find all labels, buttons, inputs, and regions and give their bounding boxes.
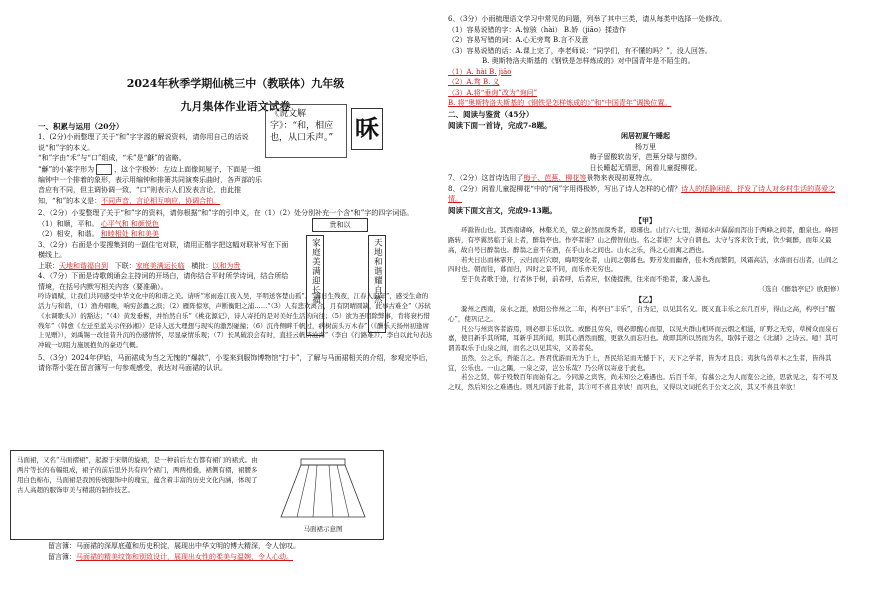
- couplet-illustration: [300, 218, 400, 338]
- skirt-caption: 马面裙示意图: [303, 524, 343, 533]
- q4-body: 吟诗诵赋，让我们共同感受中华文化中的和谐之美。请听“寒雨连江夜入吴，平明送客楚山孤”、“海日生残夜，江春入旧年”，感受生命的活力与和谐，（1）渔舟唱晚，响穷彭蠡之滨；（2）雁阵惊寒，声断衡阳之浦……“（3）人有悲欢离合，月有阴晴圆缺，此事古难全”（苏轼《水调歌头》）的豁达；“（4）黄发垂髫，并怡然自乐”《桃花源记》，诗人寄托的是对美好生活的向往；（5）欲为圣明除弊事，肯将衰朽惜残年”（韩愈《左迁至蓝关示侄孙湘》）是诗人远大理想与现实的激烈碰撞；（6）沉舟侧畔千帆过，病树前头万木春”（《酬乐天扬州初逢席上见赠》），刘禹锡一改往昔升沉的伤感情怀，尽显豪情乐观；（7）长风破浪会有时，直挂云帆济沧海”（李白《行路难》），李白以此句表达冲破一切阻力施展抱负的豪迈气概。: [38, 292, 433, 349]
- msg1-label: 留言簿：: [48, 542, 76, 550]
- couplet-head: 贵和以: [312, 218, 368, 232]
- q3-upper: 天地和谐福自到: [59, 261, 108, 270]
- jia-text: 环滁皆山也。其西南诸峰，林壑尤美，望之蔚然而深秀者，琅琊也。山行六七里，渐闻水声潺潺而泻出于两峰之间者，酿泉也。峰回路转，有亭翼然临于泉上者，醉翁亭也。作亭者谁？山之僧智仙也。名之者谁？太守自谓也。太守与客来饮于此，饮少辄醉，而年又最高，故自号曰醉翁也。醉翁之意不在酒，在乎山水之间也。山水之乐，得之心而寓之酒也。: [448, 226, 838, 254]
- q1-body2: “龢”的小篆字形为: [38, 165, 95, 174]
- jia-label: 【甲】: [635, 215, 656, 225]
- q3-hor: 以和为贵: [212, 261, 241, 270]
- q6-item3b: B. 奥斯特洛夫斯基的《钢铁是怎样炼成的》对中国青年是不陌生的。: [482, 57, 695, 65]
- section2-heading: 二、阅读与鉴赏（45分）: [448, 109, 534, 119]
- q7-rest: 景物来表现初夏特点。: [586, 174, 657, 182]
- guestbook: [48, 541, 438, 562]
- couplet-right: 天地和谐耀自然: [368, 235, 386, 333]
- exam-title-line2: 九月集体作业语文试卷: [180, 99, 291, 113]
- q4-intro: 4、（7分）下面是诗歌朗诵会主持词的开场白，请你结合平时所学诗词，结合所给情境，在括号内默写相关内容（要准确）。: [38, 272, 289, 291]
- poem-author: 杨万里: [635, 142, 656, 151]
- msg1-text: 马面裙的深厚底蕴和历史积淀，展现出中华文明的博大精深，令人惊叹。: [76, 542, 300, 550]
- q7-text: 7、（2分）这首诗选用了: [448, 174, 524, 182]
- q2-item1-label: （1）和顺，平和。: [38, 219, 99, 228]
- yi-label: 【乙】: [635, 294, 656, 304]
- q3-upper-label: 上联：: [38, 261, 59, 270]
- jia-source: （选自《醉翁亭记》欧阳修）: [758, 284, 843, 293]
- skirt-note-text: 马面裙，又名“马面褶裙”，起源于宋朝的旋裙，是一种前后左右都有裙门的裙式。由两片等长的布幅组成，裙子的前后里外共有四个裙门，两两相叠，裙侧有褶，裙腰多用白色棉布，马面裙是我国传统服饰中的瑰宝，蕴含着丰富的历史文化内涵，体现了古人高超的服饰审美与精湛的制作技艺。: [17, 456, 258, 495]
- seal-glyph: 咊: [351, 108, 383, 150]
- seal-illustration: [265, 104, 383, 158]
- skirt-illustration: [273, 457, 373, 531]
- exam-title-line1: 2024年秋季学期仙桃三中（教联体）九年级: [126, 77, 345, 90]
- q2-item2-label: （2）相安，和谐。: [38, 230, 99, 239]
- yi-text: 滁州之西南，泉水之涯，欧阳公作州之二年，构亭曰“丰乐”，自为记，以见其名义。既又直丰乐之东几百步，得山之高，构亭曰“醒心”，使巩记之。: [448, 305, 835, 323]
- q7-answer: 梅子、芭蕉、柳花等: [523, 174, 587, 182]
- q6-intro: 6、（3分）小雨梳理语文学习中常见的问题，列举了其中三类，请从每类中选择一处修改。: [448, 15, 727, 23]
- yi-text4: 若公之贤，韩子殁数百年而始有之。今同游之宾客，尚未知公之难遇也。后百千年，有慕公之为人而览公之迹，思欲见之，有不可及之叹，然后知公之难遇也。则凡同游于此者，其③可不喜且幸欤！而巩也，又得以文词托名于公文之次，其又不喜且幸欤！: [448, 373, 838, 391]
- msg2-answer: 马面裙的精美纹饰和别致设计，展现出女性的柔美与温婉，令人心动。: [76, 552, 293, 561]
- seal-text: 《说文解字》：“和，相应也，从口禾声。”: [265, 104, 347, 158]
- q5-intro: 5、（3分）2024年伊始，马面裙成为当之无愧的“爆款”，小雯来到服饰博物馆“打卡”，了解与马面裙相关的介绍，参观完毕后，请你帮小雯在留言簿写一句参观感受，表达对马面裙的认识。: [38, 353, 433, 373]
- q8: [448, 184, 843, 205]
- q2-intro: 2、（2分）小雯整理了关于“和”字的资料，请你根据“和”字的引申义，在（1）（2）处分别补充一个含“和”字的四字词语。: [38, 209, 414, 218]
- q7: [448, 173, 843, 184]
- q6-item2: （2）容易写错的词：A.心无旁骛 B.言不及意: [448, 36, 589, 44]
- right-column: [448, 14, 843, 393]
- q3-lower: 家庭美满运长临: [135, 261, 185, 270]
- read1-intro: 阅读下面一首诗，完成7-8题。: [448, 120, 552, 130]
- q3-intro: 3、（2分）右面是小雯搜集到的一副住宅对联，请用正楷字把这幅对联补写在下面横线上。: [38, 240, 289, 260]
- yi-text3: 虽然，公之乐，吾能言之。吾君优游而无为于上，吾民给足而无憾于下，天下之学者，皆为才且良；夷狄鸟兽草木之生者，皆得其宜，公乐也。一山之隅，一泉之旁，岂公乐哉？乃公所以寄意于此也。: [448, 353, 832, 372]
- couplet-left: 家庭美满迎长福: [306, 235, 324, 336]
- q6-ans2: （2）A.骛 B. 义: [448, 78, 500, 86]
- poem-line2: 日长睡起无情思，闲看儿童捉柳花。: [589, 163, 702, 172]
- q6-ans1: （1）A. hài B. jiāo: [448, 67, 512, 76]
- q3-hor-label: 横批：: [191, 261, 213, 270]
- q6-ans4: B. 将“奥斯特洛夫斯基的《钢铁是怎样炼成的》”和“中国青年”调换位置。: [448, 99, 672, 107]
- jia-text3: 至于负者歌于途，行者休于树，前者呼，后者应，伛偻提携，往来而不绝者，滁人游也。: [461, 275, 715, 283]
- yi-text2: 凡公与州宾客者游焉，则必即丰乐以饮。或醉且劳矣，则必即醒心而望，以见夫群山相环而云烟之相滋，旷野之无穷，草树众而泉石嘉，使目新乎其所睹，耳新乎其所闻，则其心洒然而醒，更欲久而忘归也。故即其所以然而为名，取韩子退之《北湖》之诗云。噫！其可谓善取乐于山泉之间，而名之以见其实，又善者矣。: [448, 324, 838, 352]
- q1-body1: “和”字由“禾”与“口”组成，“禾”是“龢”的省略。: [38, 154, 186, 163]
- skirt-note-box: [10, 450, 384, 540]
- q6-ans3: （3）A.将“垂询”改为“询问”: [448, 88, 538, 97]
- q8-text: 8、（2分）闲看儿童捉柳花“中的“闲”字用得极妙，写出了诗人怎样的心情？: [448, 184, 682, 193]
- jia-text2: 若夫日出而林霏开，云归而岩穴暝，晦明变化者，山间之朝暮也。野芳发而幽香，佳木秀而繁阴，风霜高洁，水落而石出者，山间之四时也。朝而往，暮而归，四时之景不同，而乐亦无穷也。: [448, 255, 838, 274]
- q6-item3a: （3）容易说错的话：A.课上完了，李老师说：“同学们，有不懂的吗？”，没人回答。: [448, 46, 712, 55]
- q1-intro: 1、(2分)小雨整理了关于“和”字字源的解说资料，请你用自己的话说说“和”字的本义。: [38, 133, 249, 152]
- q6-item1: （1）容易说错的字：A.惊骇（hài） B.娇（jiāo）揉造作: [448, 25, 627, 34]
- read2-intro: 阅读下面文言文，完成9-13题。: [448, 205, 557, 215]
- q2-item1-answer: 心平气和 和颜悦色: [100, 219, 159, 228]
- q2-item2-answer: 和睦相处 和和美美: [100, 230, 159, 239]
- q1-answer: 不同声音，言论相互响应，协调合拍。: [101, 196, 221, 205]
- msg2-label: 留言簿：: [48, 552, 76, 561]
- q8-answer: 诗人的恬静闲适，抒发了诗人对乡村生活的喜爱之情。: [448, 184, 836, 203]
- section1-heading: 一、积累与运用（20分）: [38, 122, 124, 131]
- q3-lower-label: 下联：: [114, 261, 136, 270]
- poem-line1: 梅子留酸软齿牙，芭蕉分绿与窗纱。: [589, 153, 702, 161]
- skirt-icon: [273, 457, 373, 521]
- zhuan-glyph-icon: [96, 164, 112, 175]
- q1-body3: ，这个字极妙：左边上面像间屋子，下面是一组编钟中一个排着的象形，表示用编钟和排箫共同演奏乐曲时，各声部的乐音应有不同，但主调协调一致，“口”则表示人们发表言论，由此推知，“和”的本义是：: [38, 165, 262, 205]
- poem-title: 闲居初夏午睡起: [621, 131, 670, 140]
